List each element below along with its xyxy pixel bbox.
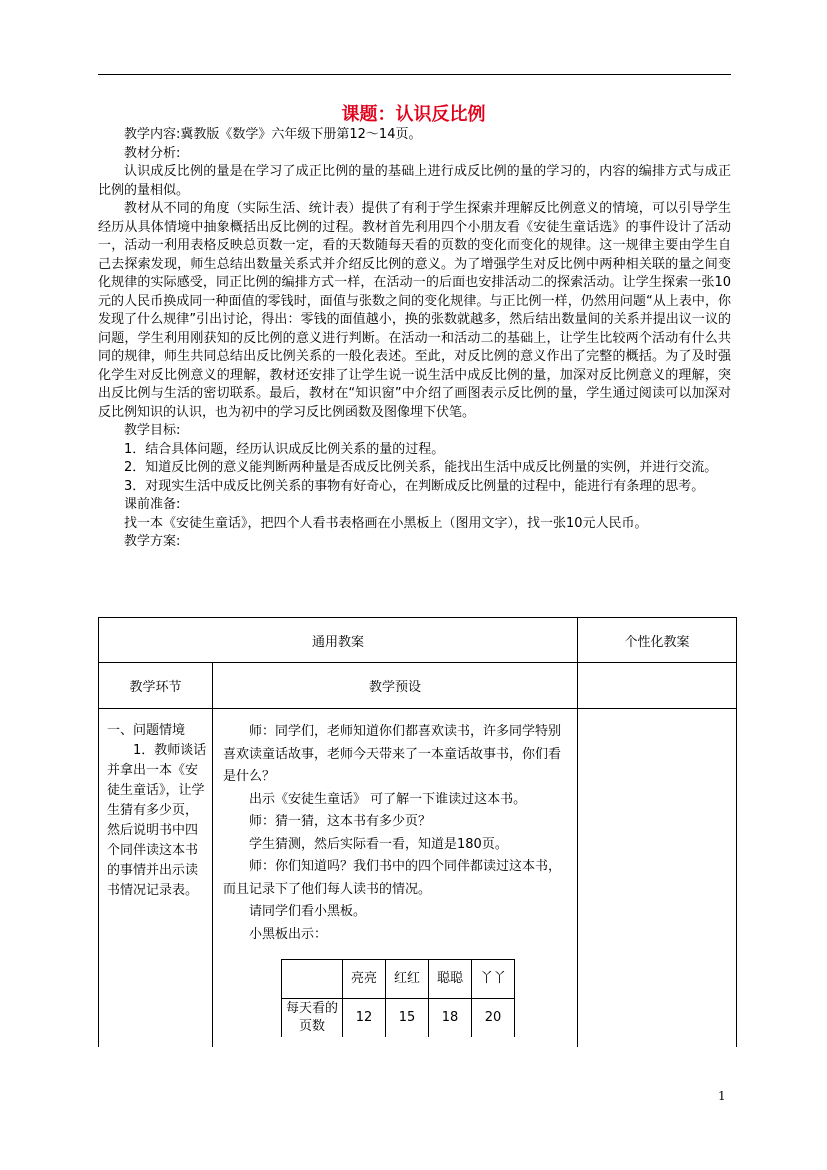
dialogue-line-1: 师：同学们，老师知道你们都喜欢读书，许多同学特别喜欢读童话故事，老师今天带来了一本童话故事书，你们看是什么？ xyxy=(223,724,562,784)
personal-plan-header: 个性化教案 xyxy=(578,618,737,663)
preset-cell xyxy=(213,709,578,1048)
board-row-label: 每天看的页数 xyxy=(282,999,343,1038)
board-value-cell: 15 xyxy=(386,999,429,1038)
lesson-title: 课题：认识反比例 xyxy=(341,104,486,125)
prep-heading: 课前准备: xyxy=(124,497,181,512)
objective-item-2: 2．知道反比例的意义能判断两种量是否成反比例关系，能找出生活中成反比例量的实例，并进行交流。 xyxy=(124,460,718,475)
objective-item-1: 1．结合具体问题，经历认识成反比例关系的量的过程。 xyxy=(124,441,445,457)
objective-item-3: 3．对现实生活中成反比例关系的事物有好奇心，在判断成反比例量的过程中，能进行有条理的思考。 xyxy=(124,478,705,494)
personal-plan-cell xyxy=(578,709,737,1048)
dialogue-line-7: 小黑板出示： xyxy=(249,926,328,942)
board-corner-cell xyxy=(282,960,343,999)
lesson-plan-table xyxy=(98,617,737,1047)
analysis-paragraph-2: 教材从不同的角度（实际生活、统计表）提供了有利于学生探索并理解反比例意义的情境，可以引导学生经历从具体情境中抽象概括出反比例的过程。教材首先利用四个小朋友看《安徒生童话选》的事件设计了活动一，活动一利用表格反映总页数一定，看的天数随每天看的页数的变化而变化的规律。这一规律主要由学生自己去探索发现，师生总结出数量关系式并介绍反比例的意义。为了增强学生对反比例中两种相关联的量之间变化规律的实际感受，同正比例的编排方式一样，在活动一的后面也安排活动二的探索活动。让学生探索一张10元的人民币换成同一种面值的零钱时，面值与张数之间的变化规律。与正比例一样，仍然用问题“从上表中，你发现了什么规律”引出讨论，得出：零钱的面值越小，换的张数就越多，然后结出数量间的关系并提出议一议的问题，学生利用刚获知的反比例的意义进行判断。在活动一和活动二的基础上，让学生比较两个活动有什么共同的规律，师生共同总结出反比例关系的一般化表述。至此，对反比例的意义作出了完整的概括。为了及时强化学生对反比例意义的理解，教材还安排了让学生说一说生活中成反比例的量，加深对反比例意义的理解，突出反比例与生活的密切联系。最后，教材在“知识窗”中介绍了画图表示反比例的量，学生通过阅读可以加深对反比例知识的认识，也为初中的学习反比例函数及图像埋下伏笔。 xyxy=(98,201,731,420)
reading-record-table xyxy=(281,959,515,1037)
board-name-cell: 丫丫 xyxy=(472,960,515,999)
analysis-paragraph-1: 认识成反比例的量是在学习了成正比例的量的基础上进行成反比例的量的学习的，内容的编排方式与成正比例的量相似。 xyxy=(98,164,731,198)
header-rule xyxy=(98,74,731,75)
dialogue-line-2: 出示《安徒生童话》 可了解一下谁读过这本书。 xyxy=(249,791,527,807)
board-name-cell: 亮亮 xyxy=(343,960,386,999)
dialogue-line-4: 学生猜测，然后实际看一看，知道是180页。 xyxy=(249,836,508,852)
prep-text: 找一本《安徒生童话》，把四个人看书表格画在小黑板上（图用文字），找一张10元人民币。 xyxy=(124,515,648,531)
board-value-cell: 12 xyxy=(343,999,386,1038)
general-plan-header: 通用教案 xyxy=(99,618,578,663)
board-name-cell: 聪聪 xyxy=(429,960,472,999)
board-value-cell: 18 xyxy=(429,999,472,1038)
content-line: 教学内容:冀教版《数学》六年级下册第12～14页。 xyxy=(124,127,422,142)
stage-header: 教学环节 xyxy=(99,663,213,709)
stage-heading: 一、问题情境 xyxy=(107,723,186,738)
preset-header: 教学预设 xyxy=(213,663,578,709)
objectives-heading: 教学目标: xyxy=(124,423,181,438)
analysis-heading: 教材分析: xyxy=(124,145,181,161)
personal-header-cell xyxy=(578,663,737,709)
plan-heading: 教学方案: xyxy=(124,534,181,549)
board-value-cell: 20 xyxy=(472,999,515,1038)
board-name-cell: 红红 xyxy=(386,960,429,999)
stage-description: 1．教师谈话并拿出一本《安徒生童话》，让学生猜有多少页，然后说明书中四个同伴读这本书的事情并出示读书情况记录表。 xyxy=(107,743,207,898)
stage-cell xyxy=(99,709,213,1048)
dialogue-line-3: 师：猜一猜，这本书有多少页？ xyxy=(249,814,432,829)
dialogue-line-5: 师：你们知道吗？我们书中的四个同伴都读过这本书，而且记录下了他们每人读书的情况。 xyxy=(223,859,562,897)
dialogue-line-6: 请同学们看小黑板。 xyxy=(249,904,367,919)
document-body xyxy=(98,126,731,552)
page-number: 1 xyxy=(718,1089,726,1103)
